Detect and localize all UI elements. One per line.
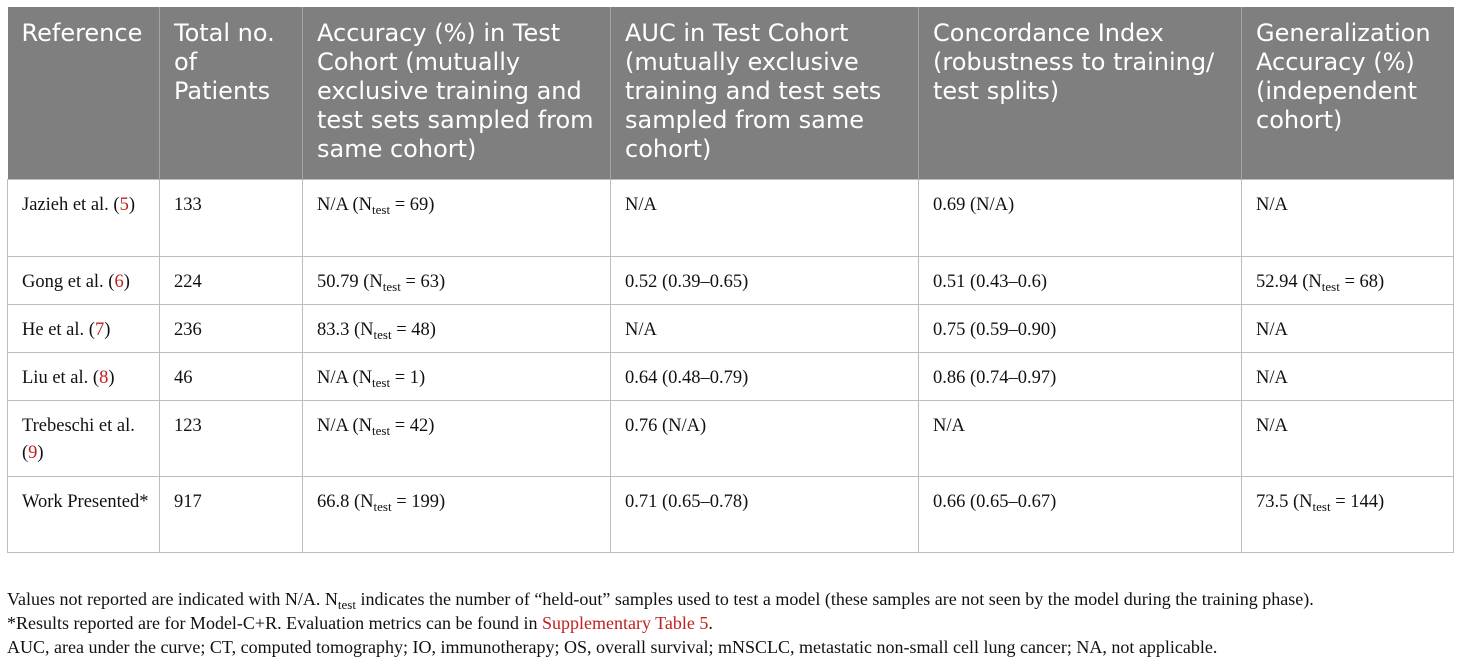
generalization-value: N/A	[1256, 415, 1288, 436]
cell-auc: N/A	[611, 304, 919, 352]
supplementary-table-link[interactable]: Supplementary Table 5	[542, 613, 709, 633]
cell-reference: Trebeschi et al. (9)	[8, 400, 160, 476]
cell-total-patients: 917	[160, 476, 303, 552]
footnote-na	[7, 587, 1453, 611]
cell-accuracy: 66.8 $(N_{test} = 199)$	[303, 476, 611, 552]
header-generalization-accuracy: Generalization Accuracy (%) (independent cohort)	[1242, 7, 1454, 179]
cell-concordance-index: 0.69 (N/A)	[919, 179, 1242, 256]
accuracy-n-test: 69	[409, 194, 429, 215]
cell-generalization-accuracy	[1242, 400, 1454, 476]
cell-reference	[8, 476, 160, 552]
accuracy-n-test: 63	[420, 271, 440, 292]
footnote-model: *Results reported are for Model-C+R. Evaluation metrics can be found in Supplementary Table 5.	[7, 613, 713, 633]
reference-text: Trebeschi et al. (	[22, 415, 135, 463]
citation-link[interactable]: 8	[99, 367, 109, 388]
cell-concordance-index: 0.66 (0.65–0.67)	[919, 476, 1242, 552]
table-row	[8, 476, 1454, 552]
cell-accuracy: N/A $(N_{test} = 1)$	[303, 352, 611, 400]
cell-reference: He et al. (7)	[8, 304, 160, 352]
cell-total-patients: 133	[160, 179, 303, 256]
cell-generalization-accuracy	[1242, 304, 1454, 352]
reference-text: Jazieh et al. (	[22, 194, 120, 215]
cell-auc: 0.76 (N/A)	[611, 400, 919, 476]
cell-generalization-accuracy: 73.5 $(N_{test} = 144)$	[1242, 476, 1454, 552]
n-test-subscript: test	[372, 422, 391, 438]
citation-link[interactable]: 9	[28, 442, 38, 463]
reference-text: Liu et al. (	[22, 367, 100, 388]
cell-reference: Liu et al. (8)	[8, 352, 160, 400]
citation-link[interactable]: 7	[94, 319, 105, 340]
cell-reference: Jazieh et al. (5)	[8, 179, 160, 256]
accuracy-value: 50.79	[317, 271, 359, 292]
accuracy-n-test: 48	[411, 319, 430, 340]
cell-total-patients: 123	[160, 400, 303, 476]
n-test-subscript: test	[1321, 278, 1340, 294]
reference-text: Work Presented*	[22, 491, 149, 512]
cell-concordance-index: 0.51 (0.43–0.6)	[919, 256, 1242, 304]
generalization-n-test: 144	[1350, 491, 1379, 512]
reference-text: He et al. (	[22, 319, 95, 340]
n-test-subscript: test	[1312, 498, 1331, 514]
accuracy-value: N/A	[317, 415, 348, 436]
comparison-table	[7, 7, 1454, 553]
citation-link[interactable]: 5	[119, 194, 129, 215]
n-test-symbol: $N_{test}$	[324, 589, 356, 612]
cell-accuracy: N/A $(N_{test} = 69)$	[303, 179, 611, 256]
cell-concordance-index: N/A	[919, 400, 1242, 476]
cell-auc: N/A	[611, 179, 919, 256]
footnote-n-test-text: indicates the number of “held-out” samples used to test a model (these samples are not seen by the model during the training phase).	[355, 589, 1314, 609]
cell-concordance-index: 0.86 (0.74–0.97)	[919, 352, 1242, 400]
cell-accuracy: 83.3 $(N_{test} = 48)$	[303, 304, 611, 352]
n-test-subscript: test	[373, 326, 392, 342]
cell-accuracy: N/A $(N_{test} = 42)$	[303, 400, 611, 476]
cell-generalization-accuracy	[1242, 179, 1454, 256]
footnote-na-text: Values not reported are indicated with N/A.	[7, 589, 325, 609]
table-row	[8, 304, 1454, 352]
comparison-table-container	[7, 7, 1453, 553]
cell-concordance-index: 0.75 (0.59–0.90)	[919, 304, 1242, 352]
accuracy-n-test: 199	[411, 491, 440, 512]
header-concordance-index: Concordance Index (robustness to training/ test splits)	[919, 7, 1242, 179]
accuracy-value: 66.8	[317, 491, 350, 512]
accuracy-value: 83.3	[317, 319, 350, 340]
accuracy-n-test: 42	[409, 415, 429, 436]
table-row	[8, 400, 1454, 476]
table-row	[8, 256, 1454, 304]
header-reference: Reference	[8, 7, 160, 179]
generalization-value: 52.94	[1256, 271, 1298, 292]
table-row	[8, 352, 1454, 400]
generalization-n-test: 68	[1359, 271, 1379, 292]
cell-auc: 0.64 (0.48–0.79)	[611, 352, 919, 400]
header-accuracy: Accuracy (%) in Test Cohort (mutually exclusive training and test sets sampled from same cohort)	[303, 7, 611, 179]
cell-total-patients: 236	[160, 304, 303, 352]
cell-generalization-accuracy: 52.94 $(N_{test} = 68)$	[1242, 256, 1454, 304]
table-footnotes	[7, 587, 1453, 659]
cell-auc: 0.52 (0.39–0.65)	[611, 256, 919, 304]
accuracy-n-test: 1	[409, 367, 419, 388]
accuracy-value: N/A	[317, 194, 348, 215]
n-test-subscript: test	[373, 498, 392, 514]
cell-total-patients: 46	[160, 352, 303, 400]
cell-auc: 0.71 (0.65–0.78)	[611, 476, 919, 552]
footnote-abbreviations: AUC, area under the curve; CT, computed tomography; IO, immunotherapy; OS, overall survival; mNSCLC, metastatic non-small cell lung cancer; NA, not applicable.	[7, 637, 1218, 657]
cell-generalization-accuracy	[1242, 352, 1454, 400]
reference-text: Gong et al. (	[22, 271, 115, 292]
cell-accuracy: 50.79 $(N_{test} = 63)$	[303, 256, 611, 304]
accuracy-value: N/A	[317, 367, 348, 388]
table-row	[8, 179, 1454, 256]
citation-link[interactable]: 6	[114, 271, 124, 292]
cell-reference: Gong et al. (6)	[8, 256, 160, 304]
n-test-subscript: test	[372, 374, 391, 390]
generalization-value: N/A	[1256, 367, 1288, 388]
generalization-value: N/A	[1256, 319, 1288, 340]
table-header-row	[8, 7, 1454, 179]
generalization-value: N/A	[1256, 194, 1288, 215]
n-test-subscript: test	[372, 201, 391, 217]
header-total-patients: Total no. of Patients	[160, 7, 303, 179]
footnote-model-text: *Results reported are for Model-C+R. Evaluation metrics can be found in	[7, 613, 543, 633]
header-auc: AUC in Test Cohort (mutually exclusive training and test sets sampled from same cohort)	[611, 7, 919, 179]
n-test-subscript: test	[382, 278, 401, 294]
cell-total-patients: 224	[160, 256, 303, 304]
generalization-value: 73.5	[1256, 491, 1289, 512]
